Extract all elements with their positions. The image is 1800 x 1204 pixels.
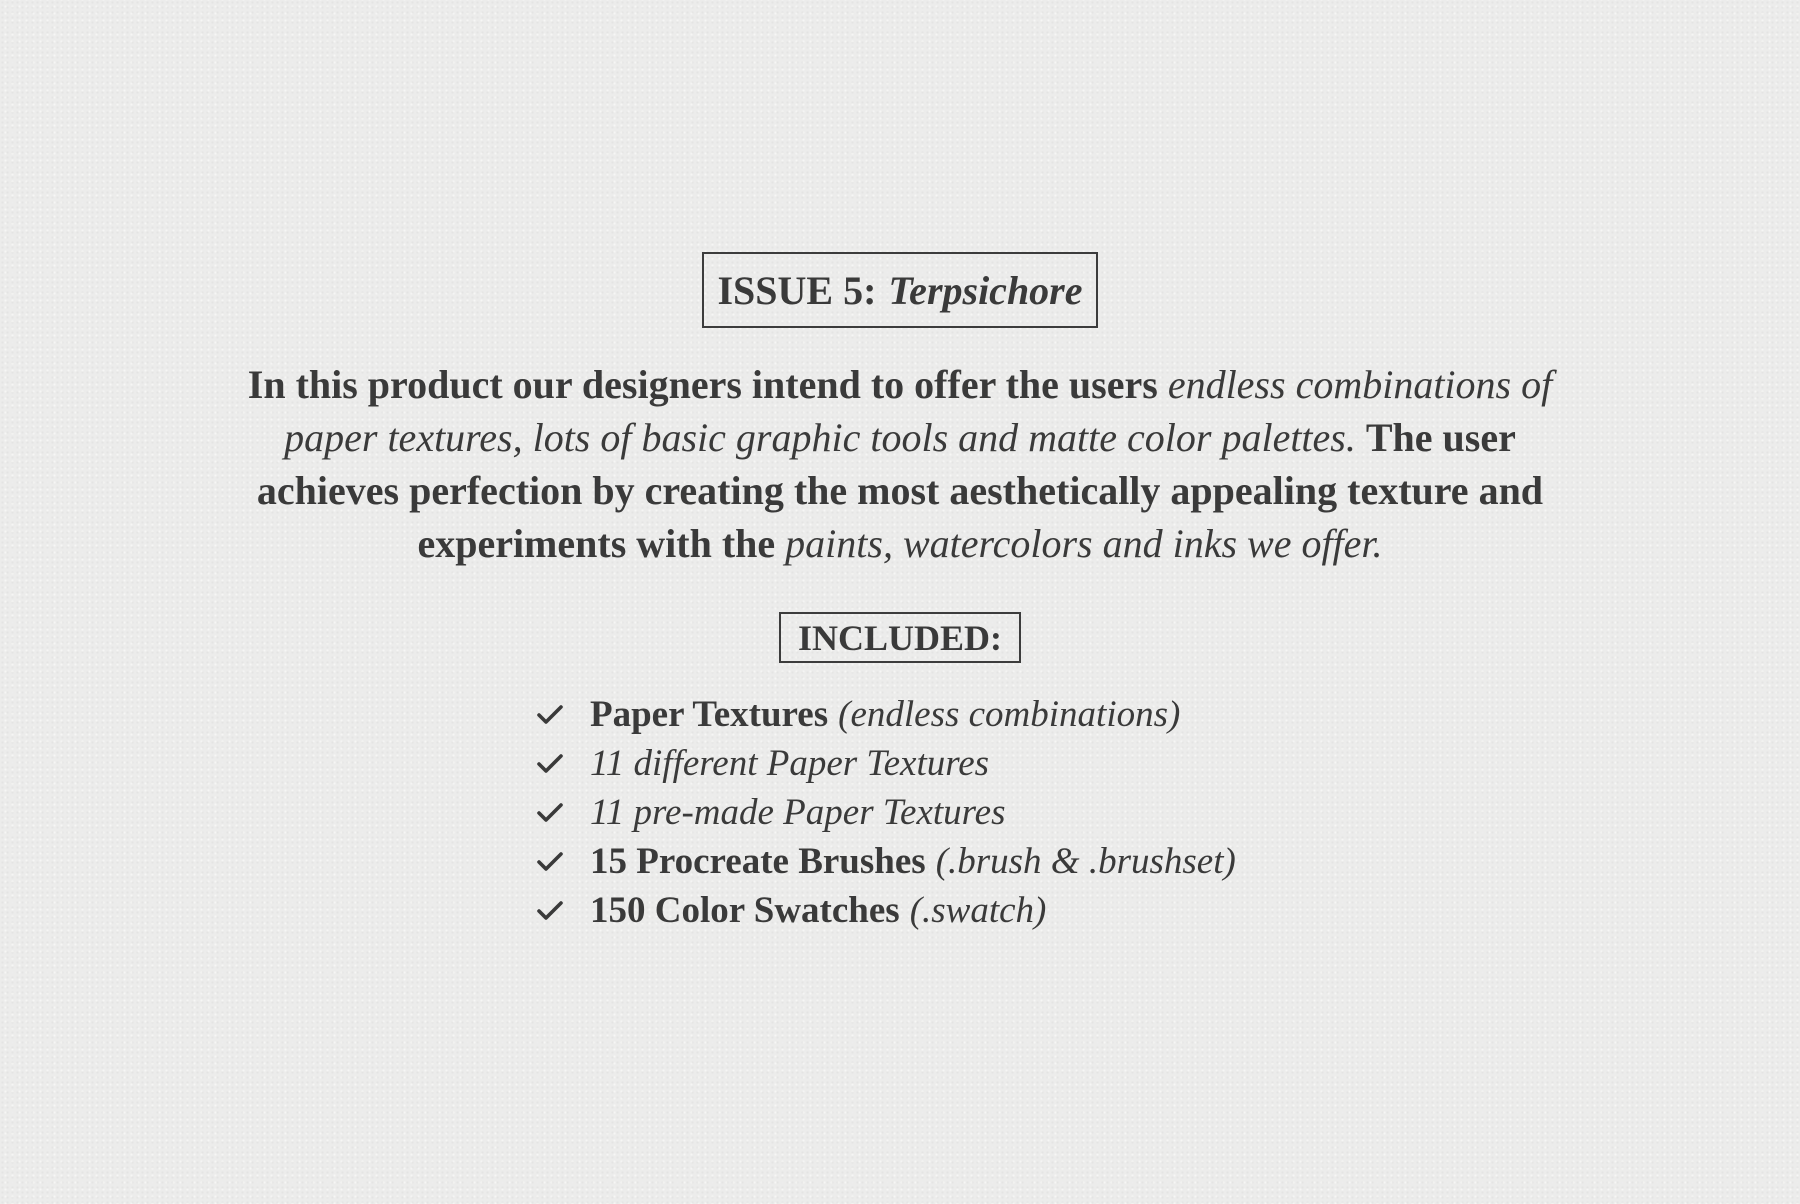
check-icon <box>536 851 564 873</box>
description-italic-1: endless combinations of paper textures, lots of basic graphic tools and matte color palettes. <box>284 362 1553 460</box>
issue-label: ISSUE 5: <box>717 267 877 313</box>
list-item <box>536 788 1336 837</box>
description-bold-2: The user achieves perfection by creating the most aesthetically appealing texture and experiments with the <box>256 415 1544 566</box>
check-icon <box>536 753 564 775</box>
list-item-italic: (.brush & .brushset) <box>935 841 1236 882</box>
check-icon <box>536 802 564 824</box>
issue-name: Terpsichore <box>888 267 1083 313</box>
issue-title-box <box>702 252 1098 328</box>
check-icon <box>536 900 564 922</box>
included-title: INCLUDED: <box>797 617 1002 658</box>
list-item-italic: (endless combinations) <box>838 694 1181 735</box>
list-item <box>536 690 1336 739</box>
list-item-italic: 11 pre-made Paper Textures <box>590 792 1006 833</box>
included-list <box>536 690 1336 935</box>
description-bold-1: In this product our designers intend to offer the users <box>247 362 1158 407</box>
list-item-italic: 11 different Paper Textures <box>590 743 990 784</box>
description-italic-2: paints, watercolors and inks we offer. <box>785 521 1383 566</box>
list-item-bold: 15 Procreate Brushes <box>590 841 926 882</box>
list-item-bold: Paper Textures <box>590 694 829 735</box>
list-item <box>536 886 1336 935</box>
included-title-box <box>779 612 1021 663</box>
check-icon <box>536 704 564 726</box>
product-description <box>240 358 1560 570</box>
list-item <box>536 837 1336 886</box>
list-item <box>536 739 1336 788</box>
list-item-bold: 150 Color Swatches <box>590 890 900 931</box>
list-item-italic: (.swatch) <box>909 890 1047 931</box>
